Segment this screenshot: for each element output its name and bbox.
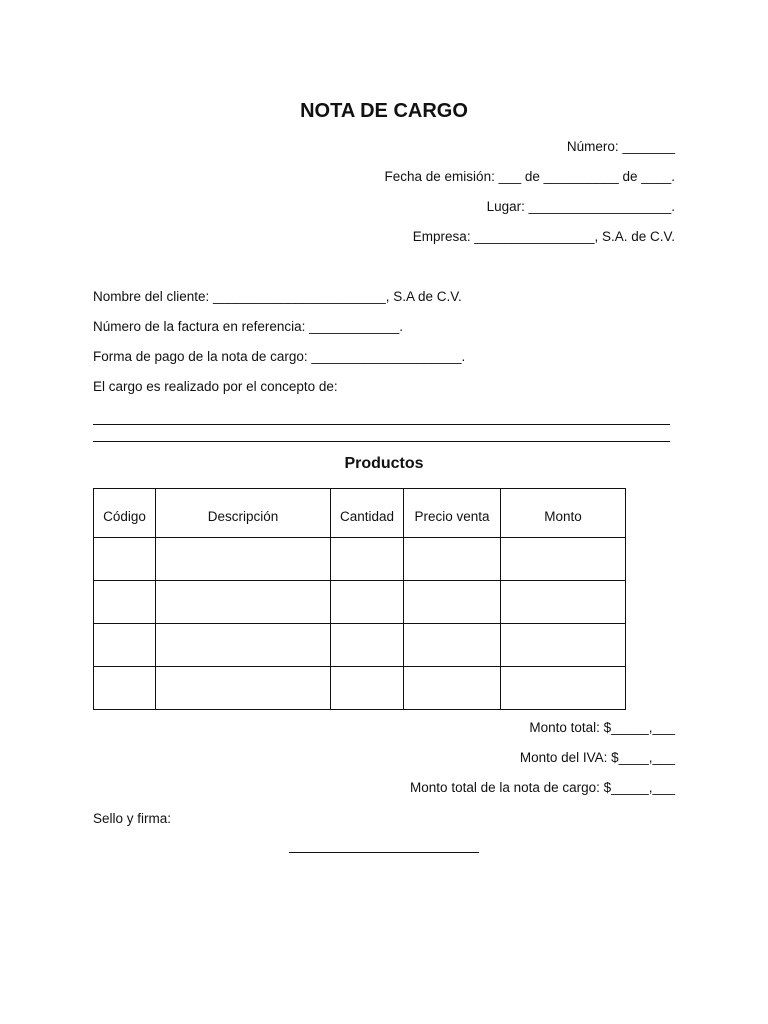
factura-referencia-field: Número de la factura en referencia: ____________. bbox=[93, 319, 403, 334]
table-cell bbox=[404, 624, 501, 667]
table-cell bbox=[156, 667, 331, 710]
table-cell bbox=[156, 581, 331, 624]
numero-field: Número: _______ bbox=[566, 139, 675, 154]
concepto-line-1 bbox=[93, 424, 670, 425]
table-cell bbox=[331, 538, 404, 581]
table-cell bbox=[94, 538, 156, 581]
products-table bbox=[93, 488, 626, 710]
column-header-precio-venta: Precio venta bbox=[404, 489, 501, 538]
table-header-row bbox=[94, 489, 626, 538]
signature-line bbox=[289, 852, 479, 853]
column-header-codigo: Código bbox=[94, 489, 156, 538]
monto-iva-field: Monto del IVA: $____,___ bbox=[519, 750, 675, 765]
table-row bbox=[94, 581, 626, 624]
sello-firma-label: Sello y firma: bbox=[93, 811, 172, 826]
table-cell bbox=[94, 667, 156, 710]
table-row bbox=[94, 667, 626, 710]
column-header-cantidad: Cantidad bbox=[331, 489, 404, 538]
forma-pago-field: Forma de pago de la nota de cargo: ____________________. bbox=[93, 349, 466, 364]
table-cell bbox=[404, 581, 501, 624]
table-cell bbox=[501, 538, 626, 581]
cliente-field: Nombre del cliente: _______________________, S.A de C.V. bbox=[93, 289, 462, 304]
table-cell bbox=[501, 667, 626, 710]
column-header-monto: Monto bbox=[501, 489, 626, 538]
table-row bbox=[94, 538, 626, 581]
table-cell bbox=[501, 624, 626, 667]
concepto-line-2 bbox=[93, 441, 670, 442]
empresa-field: Empresa: ________________, S.A. de C.V. bbox=[412, 229, 675, 244]
table-cell bbox=[156, 624, 331, 667]
table-cell bbox=[404, 667, 501, 710]
document-title: NOTA DE CARGO bbox=[300, 100, 468, 122]
fecha-emision-field: Fecha de emisión: ___ de __________ de ____. bbox=[384, 169, 675, 184]
table-cell bbox=[331, 581, 404, 624]
column-header-descripcion: Descripción bbox=[156, 489, 331, 538]
table-cell bbox=[94, 624, 156, 667]
monto-nota-field: Monto total de la nota de cargo: $_____,___ bbox=[410, 780, 675, 795]
table-cell bbox=[331, 624, 404, 667]
table-cell bbox=[331, 667, 404, 710]
table-cell bbox=[404, 538, 501, 581]
table-cell bbox=[94, 581, 156, 624]
monto-total-field: Monto total: $_____,___ bbox=[529, 720, 675, 735]
table-row bbox=[94, 624, 626, 667]
concepto-label: El cargo es realizado por el concepto de: bbox=[93, 379, 338, 394]
table-cell bbox=[156, 538, 331, 581]
lugar-field: Lugar: ___________________. bbox=[486, 199, 675, 214]
products-heading: Productos bbox=[344, 455, 424, 472]
table-cell bbox=[501, 581, 626, 624]
